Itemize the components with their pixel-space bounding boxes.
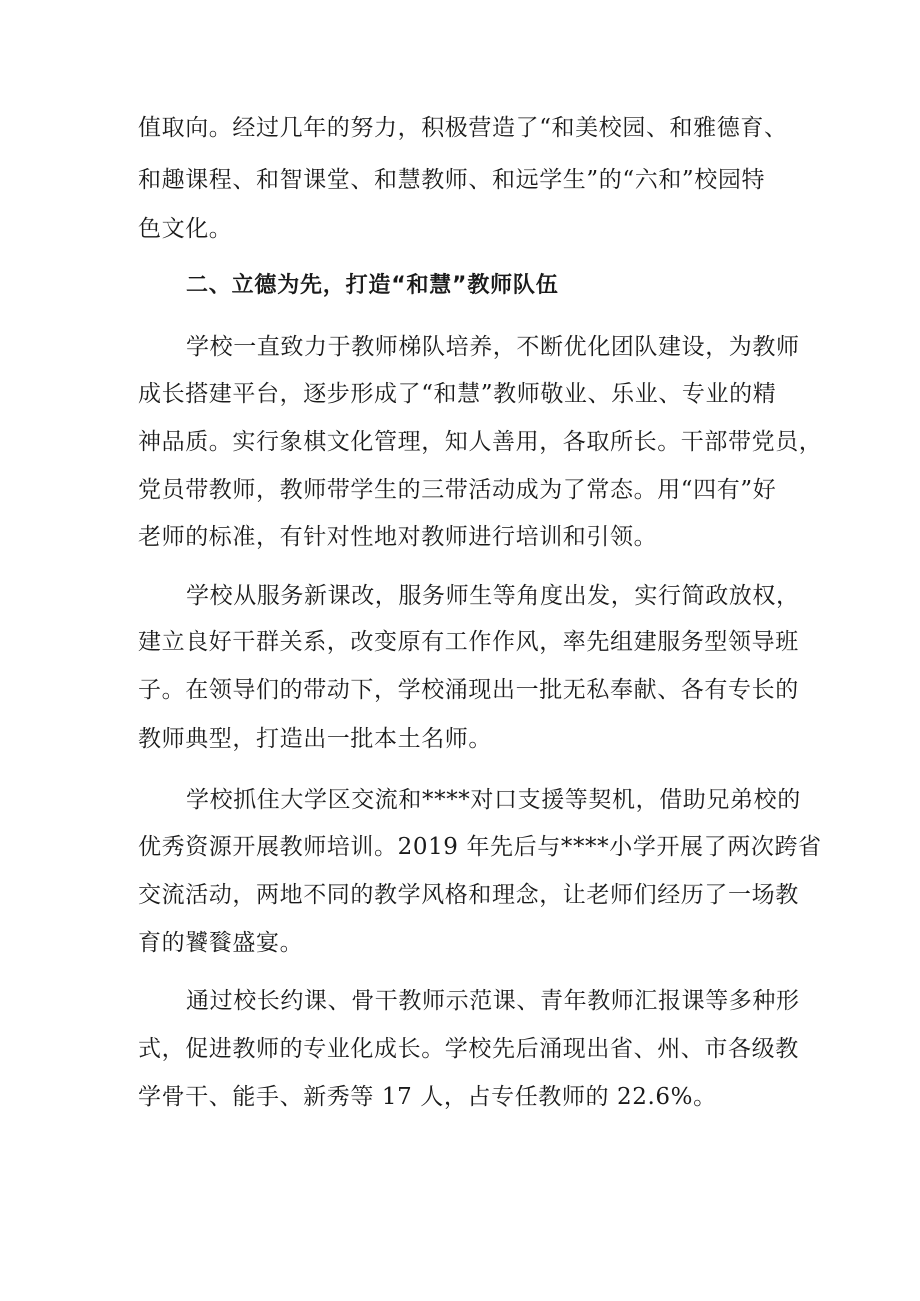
text-line: 色文化。: [138, 216, 233, 242]
text-line: 优秀资源开展教师培训。2019 年先后与****小学开展了两次跨省: [138, 834, 822, 860]
text-line: 学骨干、能手、新秀等 17 人，占专任教师的 22.6%。: [138, 1084, 717, 1110]
text-line: 老师的标准，有针对性地对教师进行培训和引领。: [138, 524, 658, 550]
text-line: 育的饕餮盛宴。: [138, 930, 304, 956]
text-line: 交流活动，两地不同的教学风格和理念，让老师们经历了一场教: [138, 882, 799, 908]
text-line: 子。在领导们的带动下，学校涌现出一批无私奉献、各有专长的: [138, 677, 799, 703]
text-line: 教师典型，打造出一批本土名师。: [138, 726, 492, 752]
text-line: 党员带教师，教师带学生的三带活动成为了常态。用“四有”好: [138, 477, 777, 503]
text-line: 和趣课程、和智课堂、和慧教师、和远学生”的“六和”校园特: [138, 167, 766, 193]
text-line: 通过校长约课、骨干教师示范课、青年教师汇报课等多种形: [186, 988, 800, 1014]
text-line: 成长搭建平台，逐步形成了“和慧”教师敬业、乐业、专业的精: [138, 381, 777, 407]
text-line: 学校一直致力于教师梯队培养，不断优化团队建设，为教师: [186, 334, 800, 360]
text-line: 神品质。实行象棋文化管理，知人善用，各取所长。干部带党员，: [138, 429, 823, 455]
text-line: 式，促进教师的专业化成长。学校先后涌现出省、州、市各级教: [138, 1036, 799, 1062]
text-line: 学校从服务新课改，服务师生等角度出发，实行简政放权，: [186, 583, 800, 609]
section-heading: 二、立德为先，打造“和慧”教师队伍: [186, 273, 559, 298]
text-line: 值取向。经过几年的努力，积极营造了“和美校园、和雅德育、: [138, 115, 788, 141]
text-line: 学校抓住大学区交流和****对口支援等契机，借助兄弟校的: [186, 787, 801, 813]
text-line: 建立良好干群关系，改变原有工作作风，率先组建服务型领导班: [138, 629, 799, 655]
